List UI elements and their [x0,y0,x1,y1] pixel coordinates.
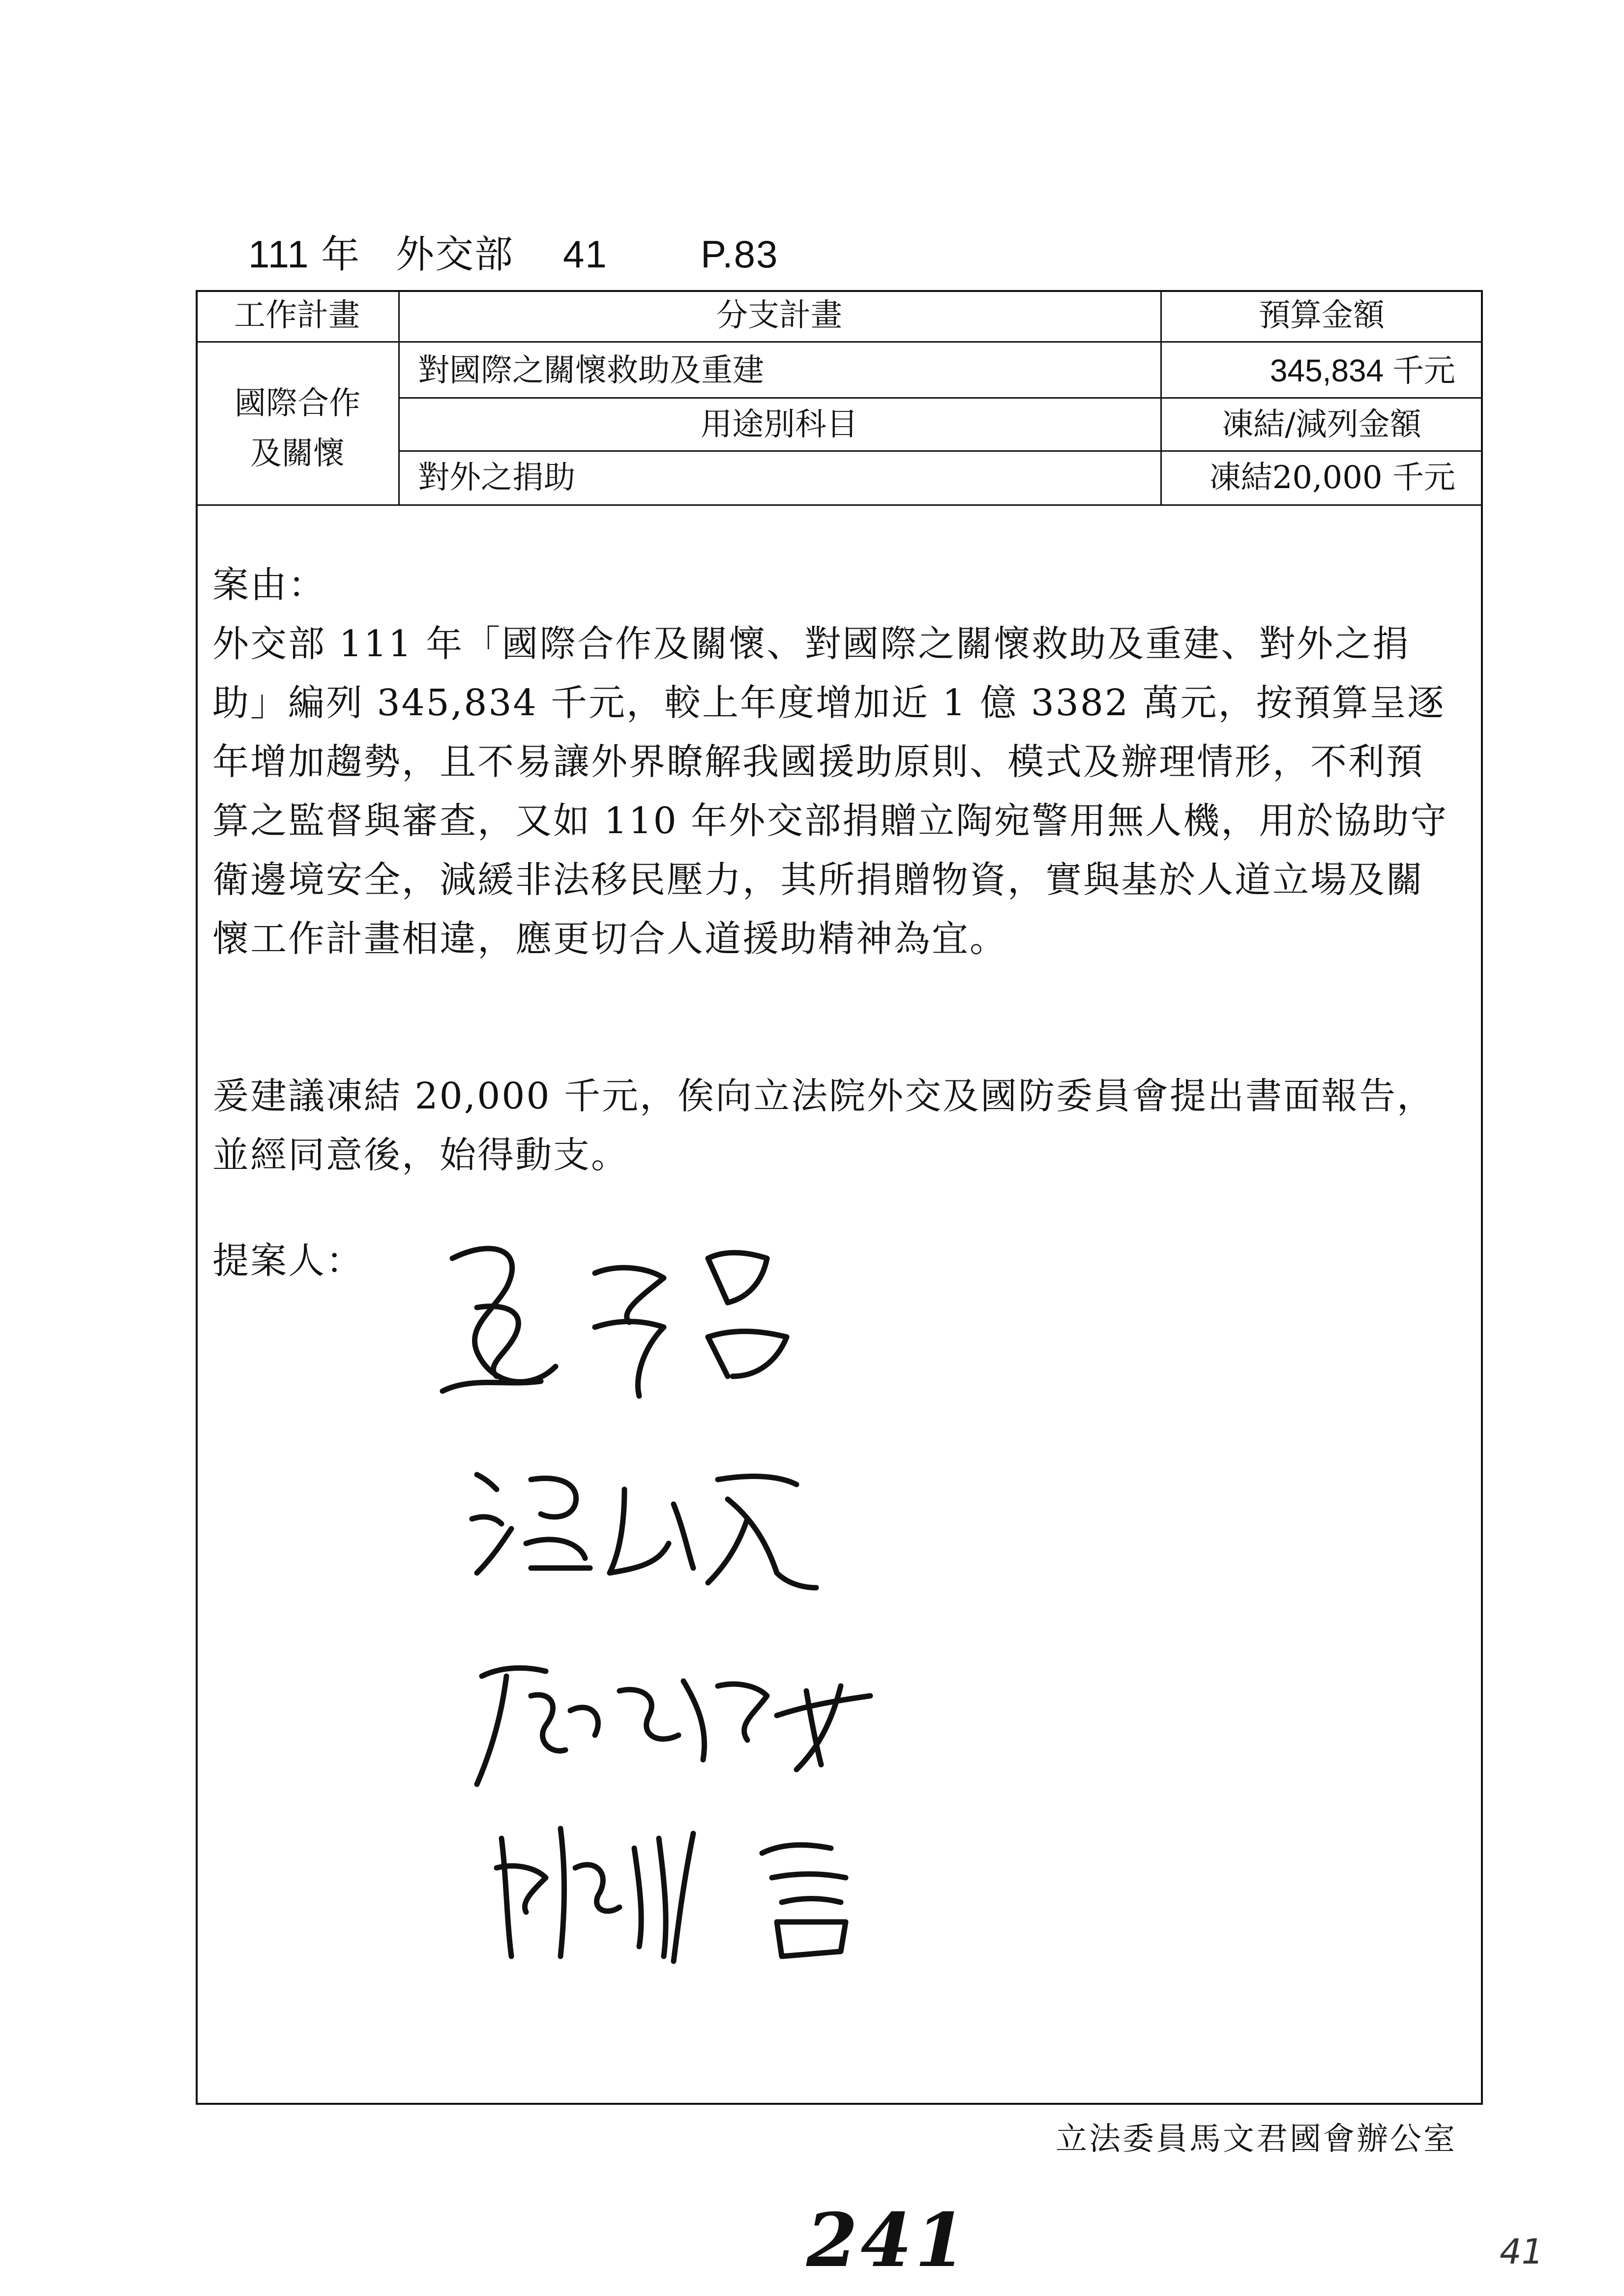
reason-title: 案由： [212,564,326,606]
freeze-value: 凍結20,000 千元 [1209,460,1455,496]
usage-value: 對外之捐助 [418,460,575,496]
col-usage: 用途別科目 [701,407,858,443]
proposal-text: 爰建議凍結 20,000 千元，俟向立法院外交及國防委員會提出書面報告，並經同意後，始得動支。 [212,1075,1435,1176]
col-budget: 預算金額 [1259,297,1385,334]
reason-text: 外交部 111 年「國際合作及關懷、對國際之關懷救助及重建、對外之捐助」編列 345,834 千元，較上年度增加近 1 億 3382 萬元，按預算呈逐年增加趨勢，且不易讓外界瞭解我國援助原則、模式及辦理情形，不利預算之監督與審查，又如 110 年外交部捐贈立陶宛警用無人機，用於協助守衛邊境安全，減緩非法移民壓力，其所捐贈物資，實與基於人道立場及關懷工作計畫相違，應更切合人道援助精神為宜。 [212,623,1448,960]
signature-3 [472,1642,885,1789]
col-branch-plan: 分支計畫 [716,297,842,334]
budget-value: 345,834 千元 [1270,353,1455,388]
proposer-label: 提案人： [212,1240,364,1282]
col-freeze: 凍結/減列金額 [1222,407,1421,443]
corner-page-number: 41 [1500,2232,1544,2272]
header-page-ref: P.83 [701,233,779,276]
header-number: 41 [563,233,608,276]
col-work-plan: 工作計畫 [234,297,360,334]
handwritten-page-number: 241 [806,2197,970,2284]
signature-4 [487,1809,900,1966]
signature-1 [433,1229,806,1406]
header-ministry: 外交部 [396,233,514,276]
branch-plan-value: 對國際之關懷救助及重建 [418,352,764,389]
signature-2 [462,1445,826,1593]
office-footer: 立法委員馬文君國會辦公室 [1056,2121,1457,2157]
work-plan-value: 國際合作及關懷 [235,385,360,472]
document-header [0,235,1624,279]
header-year: 111 年 [248,233,361,276]
